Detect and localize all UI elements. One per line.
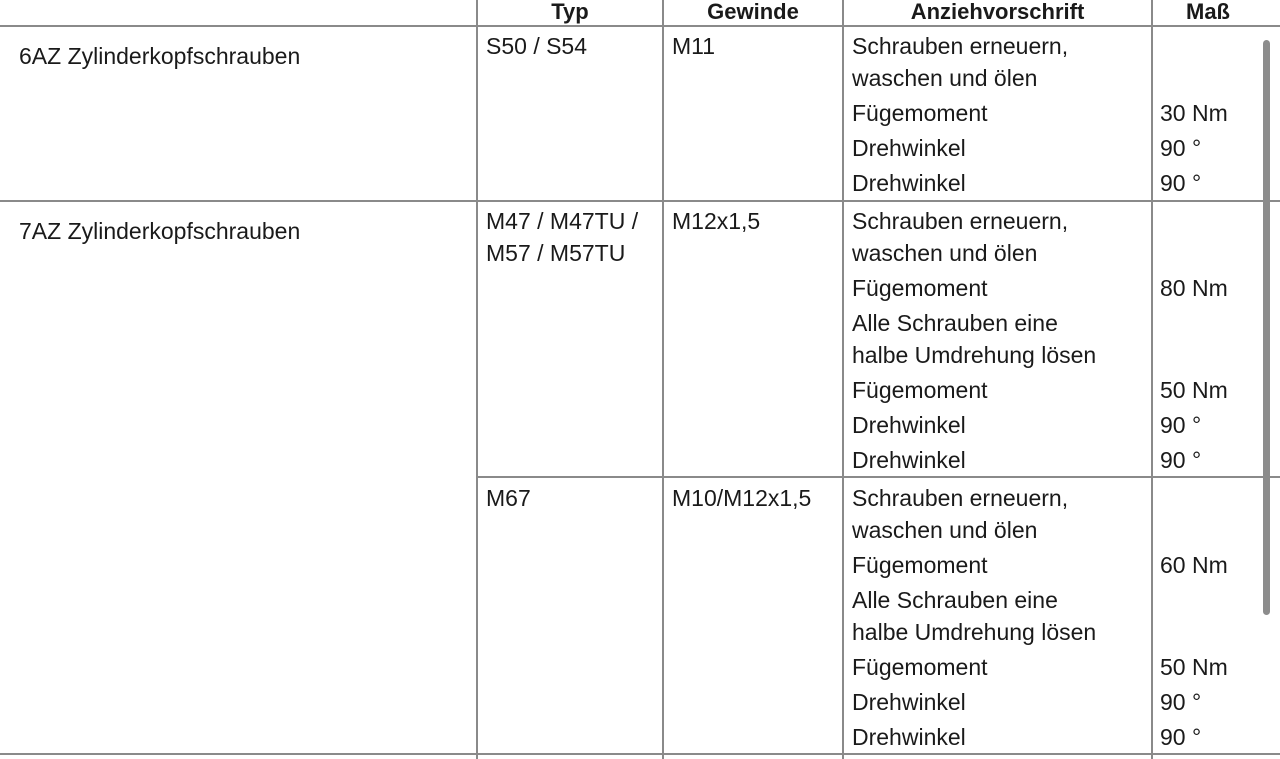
step-value: 80 Nm: [1160, 275, 1228, 301]
row-divider: [476, 476, 1280, 478]
group-label: 7AZ Zylinderkopfschrauben: [19, 218, 301, 244]
step-value: 60 Nm: [1160, 552, 1228, 578]
step-value: 90 °: [1160, 689, 1202, 715]
step-text: halbe Umdrehung lösen: [852, 342, 1097, 368]
row-divider: [0, 25, 1280, 27]
step-text: Schrauben erneuern,: [852, 485, 1069, 511]
step-text: Drehwinkel: [852, 412, 966, 438]
typ-cell: S50 / S54: [486, 33, 588, 59]
step-text: Fügemoment: [852, 100, 988, 126]
step-text: Drehwinkel: [852, 447, 966, 473]
step-text: Drehwinkel: [852, 724, 966, 750]
step-value: 50 Nm: [1160, 377, 1228, 403]
step-text: Fügemoment: [852, 552, 988, 578]
row-divider: [0, 200, 1280, 202]
step-value: 90 °: [1160, 724, 1202, 750]
vertical-scrollbar[interactable]: [1263, 40, 1270, 615]
gewinde-cell: M11: [672, 33, 716, 59]
column-divider: [842, 0, 844, 759]
step-text: waschen und ölen: [852, 240, 1038, 266]
step-text: Alle Schrauben eine: [852, 587, 1058, 613]
step-text: Schrauben erneuern,: [852, 33, 1069, 59]
step-text: Drehwinkel: [852, 689, 966, 715]
step-text: Fügemoment: [852, 275, 988, 301]
column-divider: [476, 0, 478, 759]
step-value: 30 Nm: [1160, 100, 1228, 126]
step-value: 90 °: [1160, 170, 1202, 196]
step-value: 50 Nm: [1160, 654, 1228, 680]
group-label: 6AZ Zylinderkopfschrauben: [19, 43, 301, 69]
step-text: Schrauben erneuern,: [852, 208, 1069, 234]
gewinde-cell: M12x1,5: [672, 208, 761, 234]
step-value: 90 °: [1160, 135, 1202, 161]
typ-cell: M57 / M57TU: [486, 240, 626, 266]
step-text: Drehwinkel: [852, 135, 966, 161]
step-value: 90 °: [1160, 447, 1202, 473]
header-gewinde: Gewinde: [707, 0, 799, 24]
step-text: Fügemoment: [852, 654, 988, 680]
typ-cell: M67: [486, 485, 531, 511]
step-text: halbe Umdrehung lösen: [852, 619, 1097, 645]
gewinde-cell: M10/M12x1,5: [672, 485, 812, 511]
step-text: Fügemoment: [852, 377, 988, 403]
step-text: waschen und ölen: [852, 517, 1038, 543]
row-divider: [0, 753, 1280, 755]
header-anziehvorschrift: Anziehvorschrift: [910, 0, 1085, 24]
step-text: Alle Schrauben eine: [852, 310, 1058, 336]
header-typ: Typ: [551, 0, 589, 24]
step-text: waschen und ölen: [852, 65, 1038, 91]
header-mass: Maß: [1186, 0, 1230, 24]
column-divider: [662, 0, 664, 759]
step-text: Drehwinkel: [852, 170, 966, 196]
typ-cell: M47 / M47TU /: [486, 208, 639, 234]
column-divider: [1151, 0, 1153, 759]
step-value: 90 °: [1160, 412, 1202, 438]
